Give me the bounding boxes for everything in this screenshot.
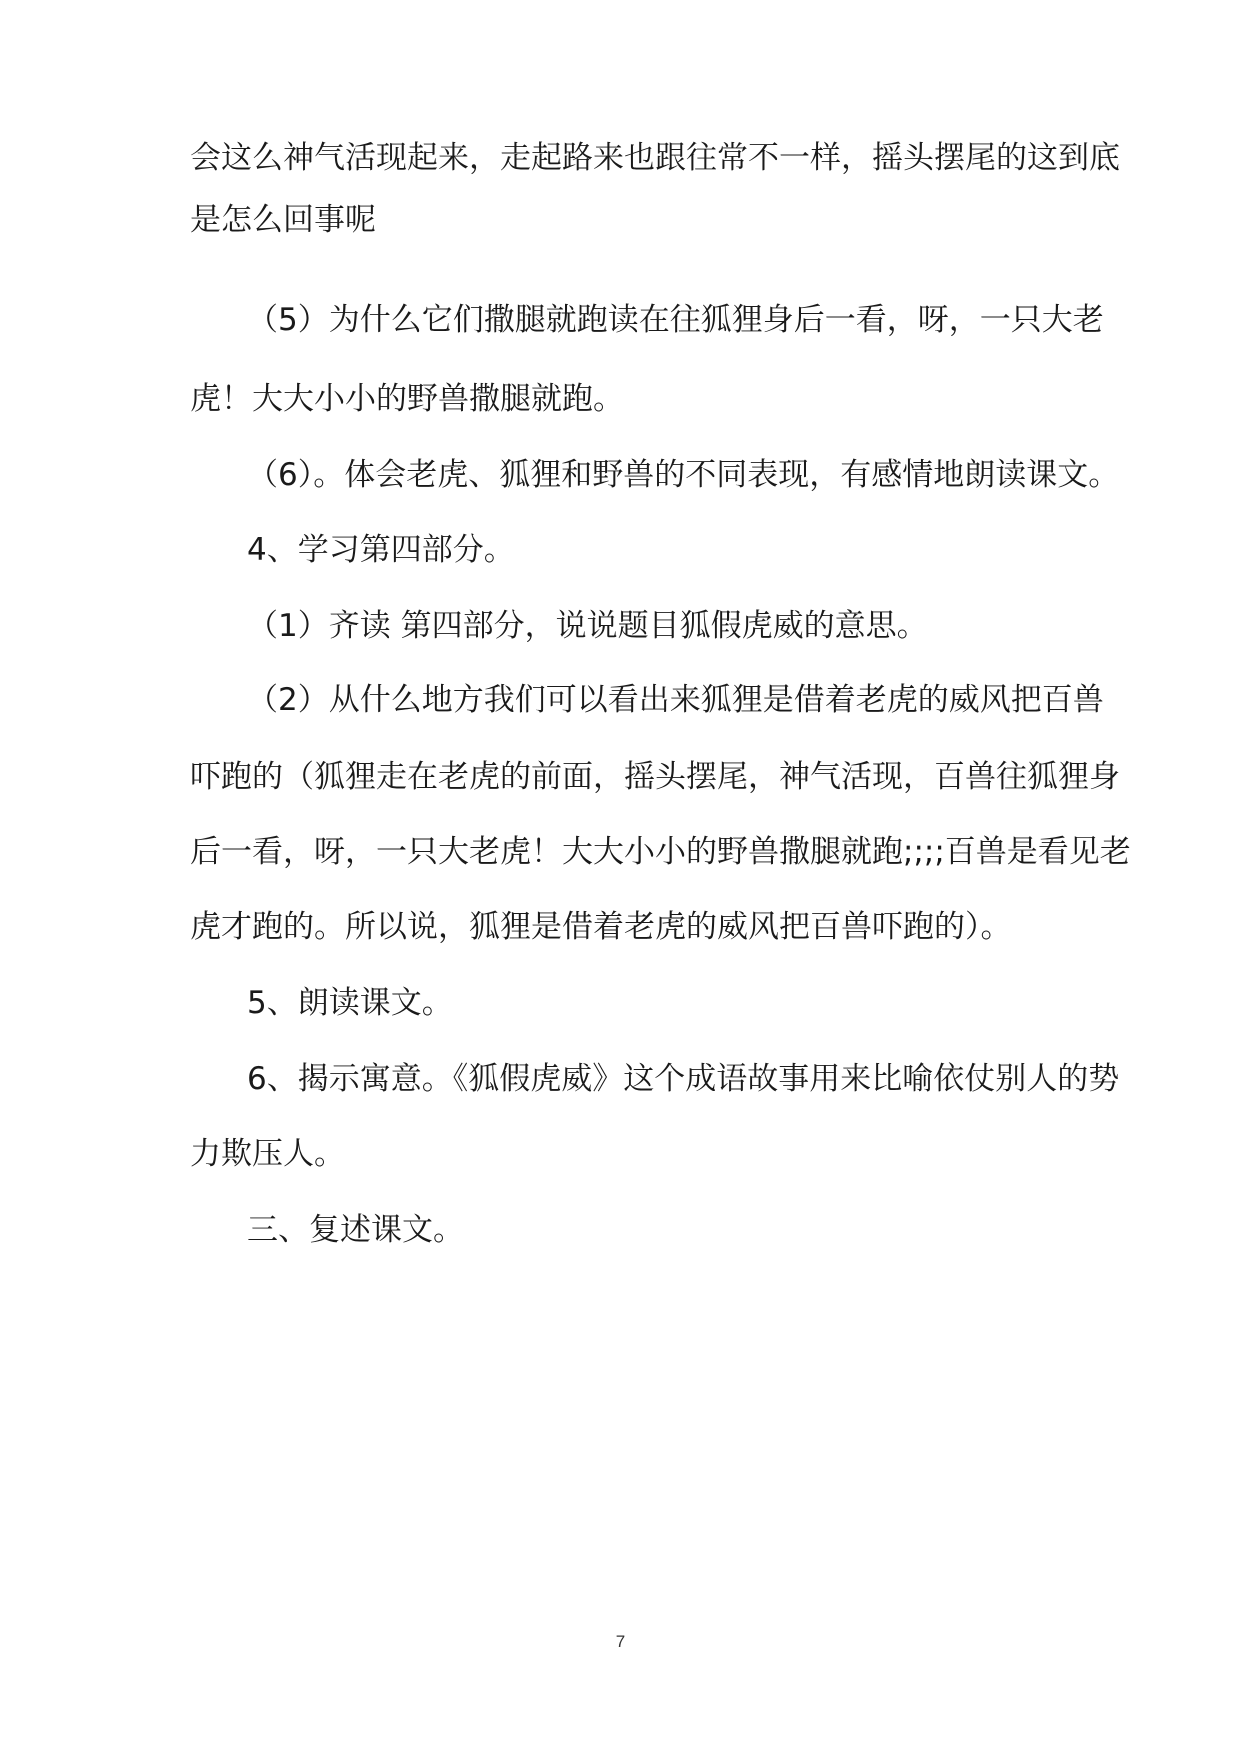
section-heading: 4、学习第四部分。 xyxy=(247,532,515,568)
text-line: 力欺压人。 xyxy=(190,1136,345,1172)
text-line: 是怎么回事呢 xyxy=(190,202,376,238)
text-line: （6）。体会老虎、狐狸和野兽的不同表现，有感情地朗读课文。 xyxy=(247,457,1120,493)
text-line: （5）为什么它们撒腿就跑读在往狐狸身后一看，呀，一只大老 xyxy=(247,302,1104,338)
text-line: （2）从什么地方我们可以看出来狐狸是借着老虎的威风把百兽 xyxy=(247,682,1104,718)
page-number: 7 xyxy=(615,1632,626,1651)
text-line: 虎！大大小小的野兽撒腿就跑。 xyxy=(190,381,624,417)
text-line: 后一看，呀，一只大老虎！大大小小的野兽撒腿就跑;;;;百兽是看见老 xyxy=(190,834,1131,870)
text-line: 6、揭示寓意。《狐假虎威》这个成语故事用来比喻依仗别人的势 xyxy=(247,1061,1120,1097)
section-heading: 5、朗读课文。 xyxy=(247,985,453,1021)
text-line: 会这么神气活现起来，走起路来也跟往常不一样，摇头摆尾的这到底 xyxy=(190,140,1120,176)
text-line: 吓跑的（狐狸走在老虎的前面，摇头摆尾，神气活现，百兽往狐狸身 xyxy=(190,759,1120,795)
section-heading: 三、复述课文。 xyxy=(247,1212,464,1248)
text-line: 虎才跑的。所以说，狐狸是借着老虎的威风把百兽吓跑的）。 xyxy=(190,909,1012,945)
text-line: （1）齐读 第四部分，说说题目狐假虎威的意思。 xyxy=(247,608,928,644)
